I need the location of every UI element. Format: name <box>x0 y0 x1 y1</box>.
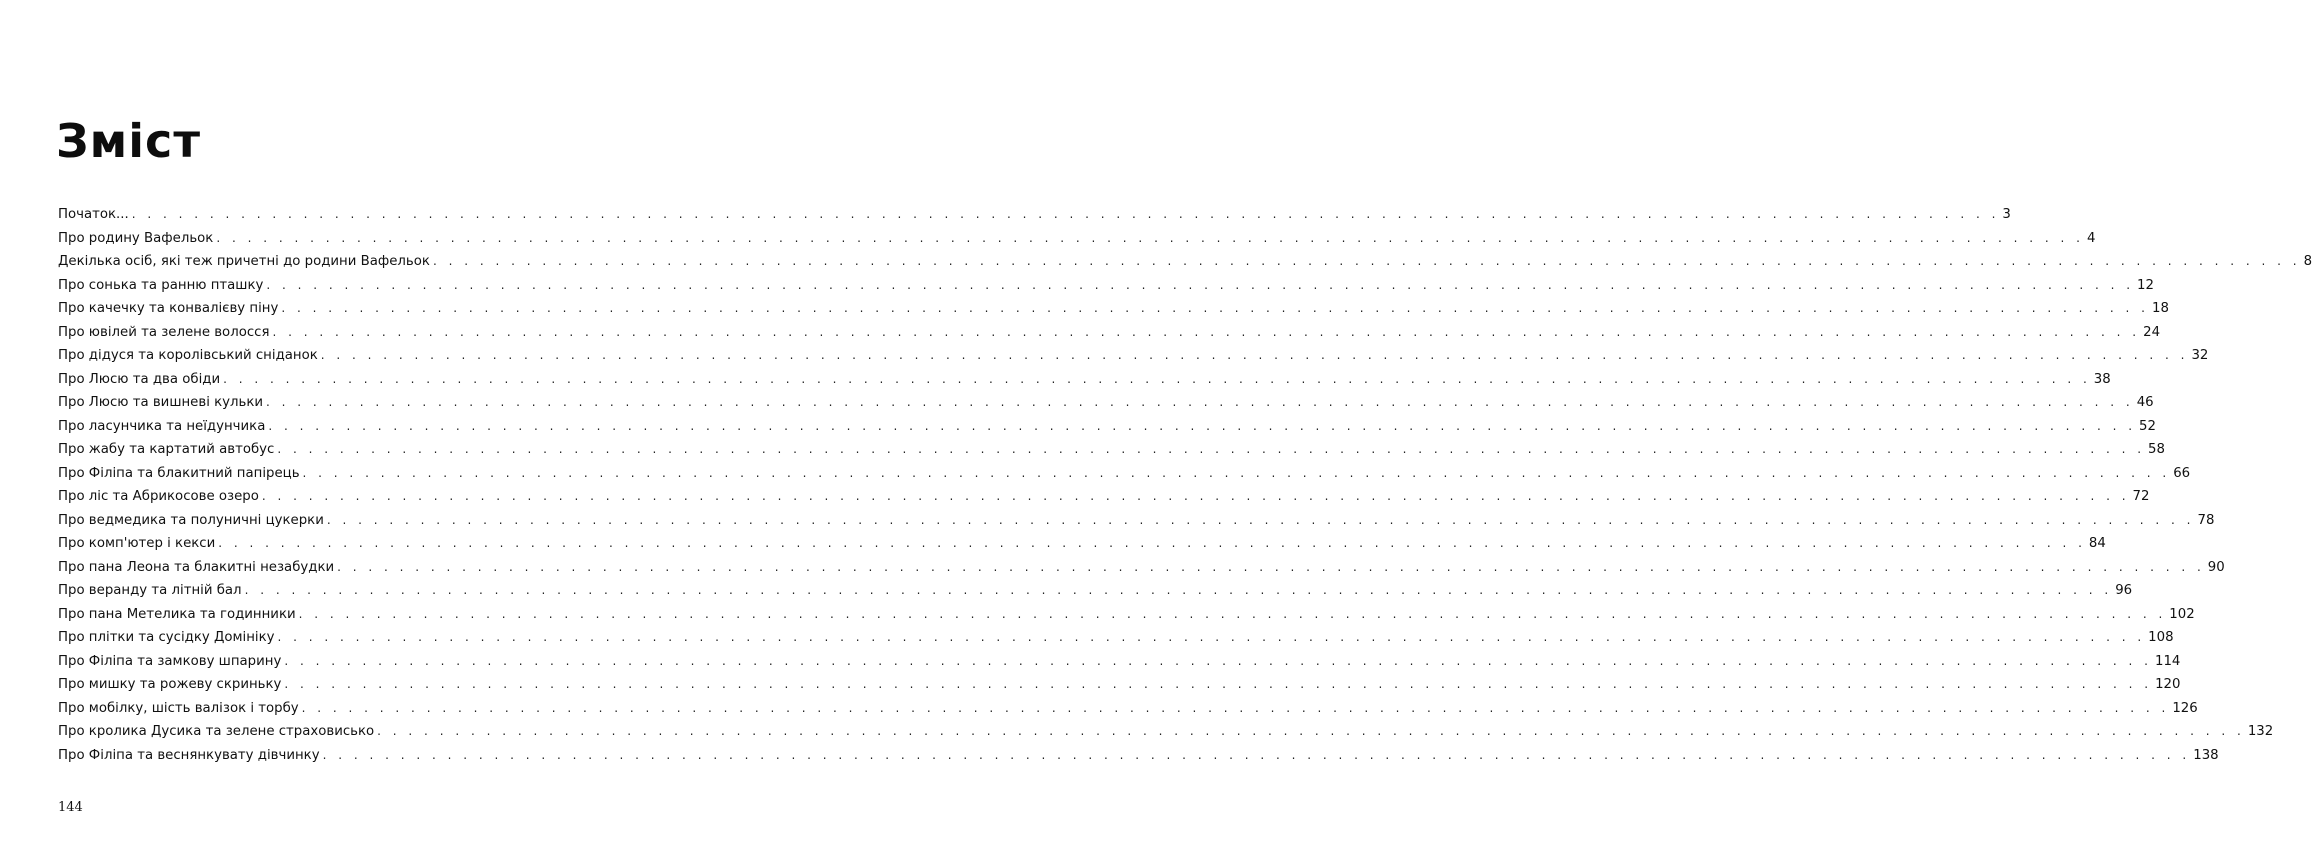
toc-entry-title: Декілька осіб, які теж причетні до родини Вафельок <box>58 254 430 269</box>
toc-entry[interactable] <box>58 626 2174 650</box>
toc-entry-title: Про пана Леона та блакитні незабудки <box>58 559 335 575</box>
page-number: 144 <box>58 800 83 815</box>
toc-entry-page: 58 <box>2148 442 2165 457</box>
toc-entry-page: 138 <box>2193 747 2219 763</box>
dot-leader: . . . . . . . . . . . . . . . . . . . . . . . . . . . . . . . . . . . . . . . . . . . . . . . . . . . . . . . . . . . . . . . . . . . . . . . . . . . . . . . . . . . . . . . . . . . . . . . . . . . . . . . . . . . . . . . . . . . . . . . . <box>272 324 2141 339</box>
toc-entry[interactable] <box>58 744 2219 768</box>
toc-entry[interactable] <box>58 603 2195 627</box>
toc-entry-title: Про Люсю та два обіди <box>58 371 221 387</box>
toc-entry[interactable] <box>58 391 2154 415</box>
toc-entry-page: 132 <box>2247 724 2274 739</box>
toc-entry-title: Про плітки та сусідку Домініку <box>58 630 275 645</box>
dot-leader: . . . . . . . . . . . . . . . . . . . . . . . . . . . . . . . . . . . . . . . . . . . . . . . . . . . . . . . . . . . . . . . . . . . . . . . . . . . . . . . . . . . . . . . . . . . . . . . . . . . . . . . . . . . . . . . . . . . . . . . . <box>277 630 2146 644</box>
toc-entry-title: Про дідуся та королівський сніданок <box>58 348 318 363</box>
toc-entry[interactable] <box>58 368 2111 392</box>
toc-entry-page: 114 <box>2154 653 2181 669</box>
toc-entry-title: Про ласунчика та неїдунчика <box>58 418 266 434</box>
toc-entry-title: Про ювілей та зелене волосся <box>58 324 270 340</box>
toc-entry-title: Про качечку та конвалієву піну <box>58 301 279 316</box>
toc-entry-title: Про кролика Дусика та зелене страховисько <box>58 724 375 739</box>
toc-entry-title: Початок... <box>58 207 129 222</box>
toc-entry-page: 4 <box>2086 230 2096 246</box>
toc-entry-page: 84 <box>2088 536 2106 551</box>
toc-entry[interactable] <box>58 579 2133 603</box>
toc-entry-title: Про веранду та літній бал <box>58 583 242 598</box>
toc-entry-title: Про комп'ютер і кекси <box>58 536 216 551</box>
dot-leader: . . . . . . . . . . . . . . . . . . . . . . . . . . . . . . . . . . . . . . . . . . . . . . . . . . . . . . . . . . . . . . . . . . . . . . . . . . . . . . . . . . . . . . . . . . . . . . . . . . . . . . . . . . . . . . . . . . . . . . . . <box>281 301 2149 315</box>
dot-leader: . . . . . . . . . . . . . . . . . . . . . . . . . . . . . . . . . . . . . . . . . . . . . . . . . . . . . . . . . . . . . . . . . . . . . . . . . . . . . . . . . . . . . . . . . . . . . . . . . . . . . . . . . . . . . . . . . . . . . . . . <box>218 536 2086 550</box>
toc-entry-title: Про Люсю та вишневі кульки <box>58 395 264 410</box>
dot-leader: . . . . . . . . . . . . . . . . . . . . . . . . . . . . . . . . . . . . . . . . . . . . . . . . . . . . . . . . . . . . . . . . . . . . . . . . . . . . . . . . . . . . . . . . . . . . . . . . . . . . . . . . . . . . . . . . . . . . . . . . <box>277 442 2146 456</box>
dot-leader: . . . . . . . . . . . . . . . . . . . . . . . . . . . . . . . . . . . . . . . . . . . . . . . . . . . . . . . . . . . . . . . . . . . . . . . . . . . . . . . . . . . . . . . . . . . . . . . . . . . . . . . . . . . . . . . . . . . . . . . . <box>266 395 2134 409</box>
toc-entry-page: 32 <box>2191 348 2209 363</box>
toc-entry[interactable] <box>58 673 2181 697</box>
dot-leader: . . . . . . . . . . . . . . . . . . . . . . . . . . . . . . . . . . . . . . . . . . . . . . . . . . . . . . . . . . . . . . . . . . . . . . . . . . . . . . . . . . . . . . . . . . . . . . . . . . . . . . . . . . . . . . . . . . . . . . . . <box>337 559 2205 574</box>
toc-entry-title: Про пана Метелика та годинники <box>58 606 296 622</box>
toc-entry-page: 108 <box>2148 630 2174 645</box>
toc-entry[interactable] <box>58 227 2096 251</box>
dot-leader: . . . . . . . . . . . . . . . . . . . . . . . . . . . . . . . . . . . . . . . . . . . . . . . . . . . . . . . . . . . . . . . . . . . . . . . . . . . . . . . . . . . . . . . . . . . . . . . . . . . . . . . . . . . . . . . . . . . . . . . . <box>326 512 2195 527</box>
dot-leader: . . . . . . . . . . . . . . . . . . . . . . . . . . . . . . . . . . . . . . . . . . . . . . . . . . . . . . . . . . . . . . . . . . . . . . . . . . . . . . . . . . . . . . . . . . . . . . . . . . . . . . . . . . . . . . . . . . . . . . . . <box>268 418 2137 433</box>
dot-leader: . . . . . . . . . . . . . . . . . . . . . . . . . . . . . . . . . . . . . . . . . . . . . . . . . . . . . . . . . . . . . . . . . . . . . . . . . . . . . . . . . . . . . . . . . . . . . . . . . . . . . . . . . . . . . . . . . . . . . . . . <box>432 254 2301 268</box>
toc-entry-page: 38 <box>2093 371 2111 387</box>
toc-entry-page: 126 <box>2172 700 2198 716</box>
toc-entry-page: 46 <box>2136 395 2154 410</box>
toc-entry[interactable] <box>58 415 2156 439</box>
dot-leader: . . . . . . . . . . . . . . . . . . . . . . . . . . . . . . . . . . . . . . . . . . . . . . . . . . . . . . . . . . . . . . . . . . . . . . . . . . . . . . . . . . . . . . . . . . . . . . . . . . . . . . . . . . . . . . . . . . . . . . . . <box>298 606 2167 621</box>
toc-entry-title: Про мобілку, шість валізок і торбу <box>58 700 299 716</box>
toc-entry[interactable] <box>58 697 2198 721</box>
toc-entry-title: Про родину Вафельок <box>58 230 214 246</box>
toc-entry[interactable] <box>58 297 2169 321</box>
toc-entry-page: 96 <box>2115 583 2133 598</box>
toc-entry[interactable] <box>58 344 2209 368</box>
toc-entry[interactable] <box>58 650 2181 674</box>
dot-leader: . . . . . . . . . . . . . . . . . . . . . . . . . . . . . . . . . . . . . . . . . . . . . . . . . . . . . . . . . . . . . . . . . . . . . . . . . . . . . . . . . . . . . . . . . . . . . . . . . . . . . . . . . . . . . . . . . . . . . . . . <box>320 348 2189 362</box>
toc-entry-page: 18 <box>2152 301 2169 316</box>
toc-entry-title: Про мишку та рожеву скриньку <box>58 677 282 692</box>
toc-entry-page: 24 <box>2143 324 2161 340</box>
dot-leader: . . . . . . . . . . . . . . . . . . . . . . . . . . . . . . . . . . . . . . . . . . . . . . . . . . . . . . . . . . . . . . . . . . . . . . . . . . . . . . . . . . . . . . . . . . . . . . . . . . . . . . . . . . . . . . . . . . . . . . . . <box>377 724 2245 738</box>
toc-entry-page: 102 <box>2169 606 2195 622</box>
toc-entry-page: 90 <box>2207 559 2225 575</box>
toc-entry-page: 120 <box>2155 677 2181 692</box>
toc-entry-title: Про жабу та картатий автобус <box>58 442 275 457</box>
toc-entry-title: Про ведмедика та полуничні цукерки <box>58 512 324 528</box>
dot-leader: . . . . . . . . . . . . . . . . . . . . . . . . . . . . . . . . . . . . . . . . . . . . . . . . . . . . . . . . . . . . . . . . . . . . . . . . . . . . . . . . . . . . . . . . . . . . . . . . . . . . . . . . . . . . . . . . . . . . . . . . <box>301 700 2170 715</box>
dot-leader: . . . . . . . . . . . . . . . . . . . . . . . . . . . . . . . . . . . . . . . . . . . . . . . . . . . . . . . . . . . . . . . . . . . . . . . . . . . . . . . . . . . . . . . . . . . . . . . . . . . . . . . . . . . . . . . . . . . . . . . . <box>266 277 2135 292</box>
toc-entry-title: Про Філіпа та веснянкувату дівчинку <box>58 747 320 763</box>
toc-entry[interactable] <box>58 720 2274 744</box>
toc-entry[interactable] <box>58 438 2165 462</box>
toc-entry[interactable] <box>58 203 2011 227</box>
toc-entry[interactable] <box>58 462 2191 486</box>
dot-leader: . . . . . . . . . . . . . . . . . . . . . . . . . . . . . . . . . . . . . . . . . . . . . . . . . . . . . . . . . . . . . . . . . . . . . . . . . . . . . . . . . . . . . . . . . . . . . . . . . . . . . . . . . . . . . . . . . . . . . . . . <box>284 653 2152 668</box>
toc-entry[interactable] <box>58 485 2150 509</box>
dot-leader: . . . . . . . . . . . . . . . . . . . . . . . . . . . . . . . . . . . . . . . . . . . . . . . . . . . . . . . . . . . . . . . . . . . . . . . . . . . . . . . . . . . . . . . . . . . . . . . . . . . . . . . . . . . . . . . . . . . . . . . . <box>261 489 2130 503</box>
toc-entry-title: Про сонька та ранню пташку <box>58 277 264 293</box>
page-title: Зміст <box>56 114 201 168</box>
toc-entry[interactable] <box>58 321 2161 345</box>
dot-leader: . . . . . . . . . . . . . . . . . . . . . . . . . . . . . . . . . . . . . . . . . . . . . . . . . . . . . . . . . . . . . . . . . . . . . . . . . . . . . . . . . . . . . . . . . . . . . . . . . . . . . . . . . . . . . . . . . . . . . . . . <box>284 677 2153 691</box>
toc-entry[interactable] <box>58 532 2106 556</box>
toc-entry-page: 8 <box>2303 254 2312 269</box>
toc-entry-page: 72 <box>2132 489 2150 504</box>
toc-entry-title: Про ліс та Абрикосове озеро <box>58 489 259 504</box>
dot-leader: . . . . . . . . . . . . . . . . . . . . . . . . . . . . . . . . . . . . . . . . . . . . . . . . . . . . . . . . . . . . . . . . . . . . . . . . . . . . . . . . . . . . . . . . . . . . . . . . . . . . . . . . . . . . . . . . . . . . . . . . <box>244 583 2113 597</box>
toc-entry[interactable] <box>58 250 2312 274</box>
toc-entry-page: 3 <box>2002 207 2011 222</box>
dot-leader: . . . . . . . . . . . . . . . . . . . . . . . . . . . . . . . . . . . . . . . . . . . . . . . . . . . . . . . . . . . . . . . . . . . . . . . . . . . . . . . . . . . . . . . . . . . . . . . . . . . . . . . . . . . . . . . . . . . . . . . . <box>131 207 2000 221</box>
dot-leader: . . . . . . . . . . . . . . . . . . . . . . . . . . . . . . . . . . . . . . . . . . . . . . . . . . . . . . . . . . . . . . . . . . . . . . . . . . . . . . . . . . . . . . . . . . . . . . . . . . . . . . . . . . . . . . . . . . . . . . . . <box>322 747 2191 762</box>
toc-entry-page: 52 <box>2139 418 2156 434</box>
toc-entry-page: 12 <box>2137 277 2154 293</box>
toc-entry-page: 78 <box>2197 512 2215 528</box>
toc-entry[interactable] <box>58 556 2225 580</box>
dot-leader: . . . . . . . . . . . . . . . . . . . . . . . . . . . . . . . . . . . . . . . . . . . . . . . . . . . . . . . . . . . . . . . . . . . . . . . . . . . . . . . . . . . . . . . . . . . . . . . . . . . . . . . . . . . . . . . . . . . . . . . . <box>302 465 2171 480</box>
dot-leader: . . . . . . . . . . . . . . . . . . . . . . . . . . . . . . . . . . . . . . . . . . . . . . . . . . . . . . . . . . . . . . . . . . . . . . . . . . . . . . . . . . . . . . . . . . . . . . . . . . . . . . . . . . . . . . . . . . . . . . . . <box>216 230 2084 245</box>
toc-entry-page: 66 <box>2173 465 2191 481</box>
toc-entry-title: Про Філіпа та замкову шпарину <box>58 653 282 669</box>
table-of-contents <box>58 203 2312 767</box>
toc-entry-title: Про Філіпа та блакитний папірець <box>58 465 300 481</box>
dot-leader: . . . . . . . . . . . . . . . . . . . . . . . . . . . . . . . . . . . . . . . . . . . . . . . . . . . . . . . . . . . . . . . . . . . . . . . . . . . . . . . . . . . . . . . . . . . . . . . . . . . . . . . . . . . . . . . . . . . . . . . . <box>223 371 2091 386</box>
toc-entry[interactable] <box>58 274 2154 298</box>
toc-entry[interactable] <box>58 509 2215 533</box>
